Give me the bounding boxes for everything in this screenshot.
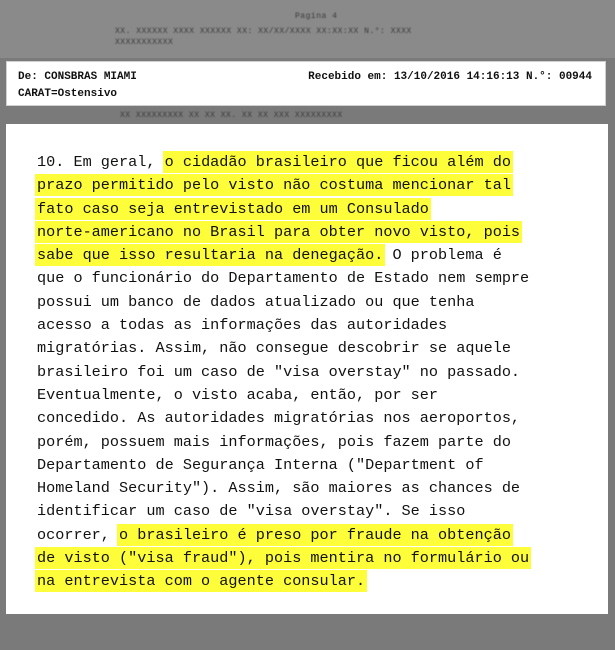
plain-text: brasileiro foi um caso de "visa overstay" no passado.: [37, 362, 521, 381]
plain-text: concedido. As autoridades migratórias nos aeroportos,: [37, 409, 521, 428]
plain-text: ocorrer,: [37, 525, 120, 544]
text-line: [37, 174, 597, 197]
text-line: [37, 384, 597, 407]
sender-label: De: CONSBRAS MIAMI: [18, 71, 137, 83]
highlighted-text: na entrevista com o agente consular.: [37, 572, 366, 591]
text-line: [37, 524, 597, 547]
plain-text: migratórias. Assim, não consegue descobrir se aquele: [37, 339, 511, 358]
text-line: [37, 431, 597, 454]
paragraph-10: [37, 151, 597, 594]
plain-text: identificar um caso de "visa overstay". Se isso: [37, 502, 466, 521]
scan-faint-line: XX XXXXXXXXX XX XX XX. XX XX XXX XXXXXXXXX: [120, 111, 343, 120]
text-line: [37, 337, 597, 360]
text-line: [37, 267, 597, 290]
text-line: [37, 198, 597, 221]
text-line: [37, 500, 597, 523]
highlighted-text: o cidadão brasileiro que ficou além do: [164, 153, 511, 171]
text-line: [37, 151, 597, 174]
text-line: [37, 477, 597, 500]
scan-page-number: Pagina 4: [295, 12, 338, 21]
received-info: Recebido em: 13/10/2016 14:16:13 N.°: 00944: [308, 71, 592, 83]
document-page: [6, 124, 608, 614]
message-header: [6, 61, 606, 106]
plain-text: 10. Em geral,: [37, 153, 165, 171]
text-line: [37, 570, 597, 593]
text-line: [37, 314, 597, 337]
highlighted-text: prazo permitido pelo visto não costuma mencionar tal: [37, 176, 511, 195]
text-line: [37, 291, 597, 314]
plain-text: Departamento de Segurança Interna ("Department of: [37, 455, 484, 474]
highlighted-text: fato caso seja entrevistado em um Consulado: [37, 199, 429, 218]
scan-background-top: [0, 0, 615, 58]
text-line: [37, 454, 597, 477]
highlighted-text: sabe que isso resultaria na denegação.: [37, 246, 384, 265]
plain-text: acesso a todas as informações das autoridades: [37, 316, 448, 335]
highlighted-text: norte-americano no Brasil para obter novo visto, pois: [37, 222, 521, 241]
highlighted-text: de visto ("visa fraud"), pois mentira no formulário ou: [37, 549, 530, 568]
plain-text: O problema é: [383, 246, 502, 265]
plain-text: Eventualmente, o visto acaba, então, por ser: [37, 385, 439, 404]
scan-faint-line: XX. XXXXXX XXXX XXXXXX XX: XX/XX/XXXX XX:XX:XX N.°: XXXX: [115, 27, 412, 36]
plain-text: porém, possuem mais informações, pois fazem parte do: [37, 432, 511, 451]
highlighted-text: o brasileiro é preso por fraude na obtenção: [119, 525, 511, 544]
text-line: [37, 407, 597, 430]
plain-text: possui um banco de dados atualizado ou que tenha: [37, 292, 475, 311]
text-line: [37, 361, 597, 384]
text-line: [37, 221, 597, 244]
text-line: [37, 547, 597, 570]
plain-text: Homeland Security"). Assim, são maiores as chances de: [37, 479, 521, 498]
scan-faint-line: XXXXXXXXXXX: [115, 38, 174, 47]
classification-label: CARAT=Ostensivo: [18, 88, 118, 100]
text-line: [37, 244, 597, 267]
plain-text: que o funcionário do Departamento de Estado nem sempre: [37, 269, 530, 288]
